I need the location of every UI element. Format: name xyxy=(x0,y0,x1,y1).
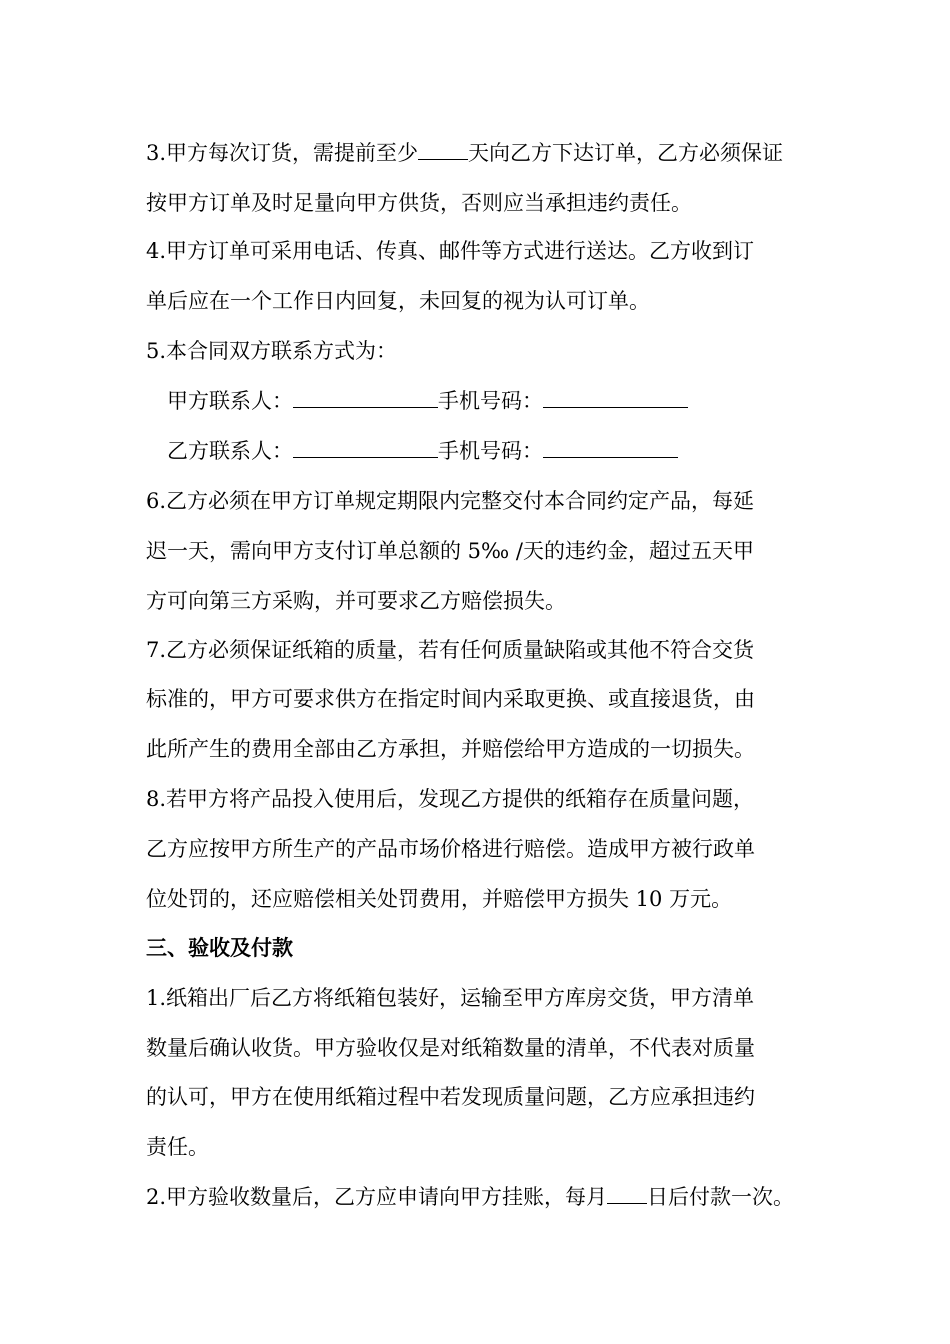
section-heading: 三、验收及付款 xyxy=(146,935,293,960)
clause-text: 2.甲方验收数量后，乙方应申请向甲方挂账，每月 xyxy=(146,1185,608,1209)
party-b-contact-label: 乙方联系人： xyxy=(167,439,293,463)
clause-text: 3.甲方每次订货，需提前至少 xyxy=(146,141,419,165)
section3-p1-line-2: 数量后确认收货。甲方验收仅是对纸箱数量的清单，不代表对质量 xyxy=(146,1036,755,1060)
clause-6-line-3: 方可向第三方采购，并可要求乙方赔偿损失。 xyxy=(146,589,566,613)
party-a-phone-blank[interactable] xyxy=(543,386,688,408)
party-a-contact-row xyxy=(167,386,688,416)
clause-6-line-2: 迟一天，需向甲方支付订单总额的 5‰ /天的违约金，超过五天甲 xyxy=(146,539,754,563)
party-b-contact-row xyxy=(167,436,678,466)
clause-4-line-2: 单后应在一个工作日内回复，未回复的视为认可订单。 xyxy=(146,289,650,313)
clause-text: 天向乙方下达订单，乙方必须保证 xyxy=(468,141,784,165)
party-b-phone-blank[interactable] xyxy=(543,436,678,458)
clause-3-line-2: 按甲方订单及时足量向甲方供货，否则应当承担违约责任。 xyxy=(146,191,692,215)
clause-3-line-1 xyxy=(146,138,783,168)
party-a-contact-label: 甲方联系人： xyxy=(167,389,293,413)
section3-p1-line-4: 责任。 xyxy=(146,1135,209,1159)
section3-p1-line-3: 的认可，甲方在使用纸箱过程中若发现质量问题，乙方应承担违约 xyxy=(146,1085,755,1109)
clause-7-line-2: 标准的，甲方可要求供方在指定时间内采取更换、或直接退货，由 xyxy=(146,687,755,711)
section3-p2-line-1 xyxy=(146,1182,794,1212)
clause-6-line-1: 6.乙方必须在甲方订单规定期限内完整交付本合同约定产品，每延 xyxy=(146,489,755,513)
clause-5-line-1: 5.本合同双方联系方式为： xyxy=(146,339,398,363)
days-blank[interactable] xyxy=(418,138,468,160)
section3-p1-line-1: 1.纸箱出厂后乙方将纸箱包装好，运输至甲方库房交货，甲方清单 xyxy=(146,986,755,1010)
party-b-phone-label: 手机号码： xyxy=(438,439,543,463)
clause-4-line-1: 4.甲方订单可采用电话、传真、邮件等方式进行送达。乙方收到订 xyxy=(146,239,755,263)
clause-7-line-1: 7.乙方必须保证纸箱的质量，若有任何质量缺陷或其他不符合交货 xyxy=(146,638,755,662)
payment-day-blank[interactable] xyxy=(607,1182,647,1204)
clause-7-line-3: 此所产生的费用全部由乙方承担，并赔偿给甲方造成的一切损失。 xyxy=(146,737,755,761)
clause-8-line-3: 位处罚的，还应赔偿相关处罚费用，并赔偿甲方损失 10 万元。 xyxy=(146,887,733,911)
party-a-contact-blank[interactable] xyxy=(293,386,438,408)
clause-8-line-2: 乙方应按甲方所生产的产品市场价格进行赔偿。造成甲方被行政单 xyxy=(146,837,755,861)
clause-8-line-1: 8.若甲方将产品投入使用后，发现乙方提供的纸箱存在质量问题， xyxy=(146,787,755,811)
clause-text: 日后付款一次。 xyxy=(647,1185,795,1209)
party-a-phone-label: 手机号码： xyxy=(438,389,543,413)
party-b-contact-blank[interactable] xyxy=(293,436,438,458)
